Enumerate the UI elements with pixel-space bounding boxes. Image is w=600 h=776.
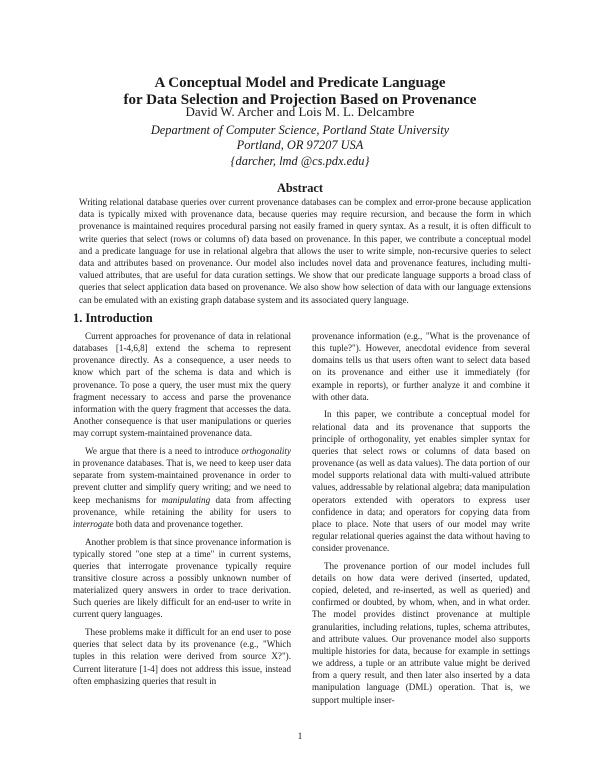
abstract-text: Writing relational database queries over current provenance databases can be complex and error-prone because application data is typically mixed with provenance data, because queries may require recursion, and because the form in which provenance is maintained requires procedural parsing not easily framed in query syntax. As a result, it is often difficult to write queries that select (rows or columns of) data based on provenance. In this paper, we contribute a conceptual model and a predicate language for use in relational algebra that allows the user to write simple, non-recursive queries to select data and attributes based on provenance. Our model also includes novel data and provenance features, including multi-valued attributes, that are useful for data curation settings. We show that our predicate language supports a broad class of queries that select application data based on provenance. We also show how selection of data with our language extensions can be emulated with an existing graph database system and its associated query language. xyxy=(79,197,531,305)
affiliation-department: Department of Computer Science, Portland State University xyxy=(150,123,450,137)
paragraph: Current approaches for provenance of data in relational databases [1-4,6,8] extend the schema to represent provenance directly. As a consequence, a user needs to know which part of the schema is data and which is provenance. To pose a query, the user must mix the query fragment necessary to access and parse the provenance information with the query fragment that accesses the data. Another consequence is that user manipulations or queries may corrupt system-maintained provenance data. xyxy=(73,331,291,439)
page-number: 1 xyxy=(297,732,303,742)
paragraph: These problems make it difficult for an end user to pose queries that select data by its provenance (e.g., "Which tuples in this relation were derived from source X?"). Current literature [1-4] does not address this issue, instead often emphasizing queries that result in xyxy=(73,627,291,686)
author-emails: {darcher, lmd @cs.pdx.edu} xyxy=(230,154,370,168)
paper-title-line1: A Conceptual Model and Predicate Language xyxy=(154,75,446,91)
emphasis-orthogonality: orthogonality xyxy=(241,445,291,456)
left-column xyxy=(73,330,291,692)
paragraph: In this paper, we contribute a conceptual model for relational data and its provenance that supports the principle of orthogonality, yet enables simpler syntax for queries that select rows or columns of data based on provenance (as well as data values). The data portion of our model supports relational data with multi-valued attribute values, addressable by relational algebra; data manipulation operators extended with operators to express user confidence in data; and operators for copying data from place to place. Note that users of our model may write regular relational queries against the data without having to consider provenance. xyxy=(312,409,530,554)
emphasis-manipulating: manipulating xyxy=(161,494,211,505)
paper-title-line2: for Data Selection and Projection Based on Provenance xyxy=(123,92,477,108)
affiliation-location: Portland, OR 97207 USA xyxy=(236,138,364,152)
paragraph: provenance information (e.g., "What is the provenance of this tuple?"). However, anecdotal evidence from several domains tells us that users often want to select data based on its provenance and either use it immediately (for example in reports), or further analyze it and combine it with other data. xyxy=(312,331,530,402)
authors: David W. Archer and Lois M. L. Delcambre xyxy=(185,104,415,119)
paragraph: Another problem is that since provenance information is typically stored "one step at a time" in current systems, queries that interrogate provenance typically require transitive closure across a possibly unknown number of materialized query answers in order to trace derivation. Such queries are likely difficult for an end-user to write in current query languages. xyxy=(73,536,291,620)
right-column xyxy=(312,330,530,711)
paragraph: The provenance portion of our model includes full details on how data were derived (inserted, updated, copied, deleted, and re-inserted, as well as queried) and confirmed or doubted, by whom, when, and in what order. The model provides distinct provenance at multiple granularities, including relations, tuples, schema attributes, and attribute values. Our provenance model also supports multiple histories for data, because for example in settings we address, a tuple or an attribute value might be derived from a query result, and then later also inserted by a data manipulation language (DML) operation. That is, we support multiple inser- xyxy=(312,560,530,705)
emphasis-interrogate: interrogate xyxy=(73,518,114,529)
abstract-heading: Abstract xyxy=(276,181,324,195)
section-heading-introduction: 1. Introduction xyxy=(73,311,153,325)
paragraph: We argue that there is a need to introduce orthogonality in provenance databases. That is, we need to keep user data separate from system-maintained provenance in order to prevent clutter and simplify query writing; and we need to keep mechanisms for manipulating data from affecting provenance, while retaining the ability for users to interrogate both data and provenance together. xyxy=(73,445,292,529)
